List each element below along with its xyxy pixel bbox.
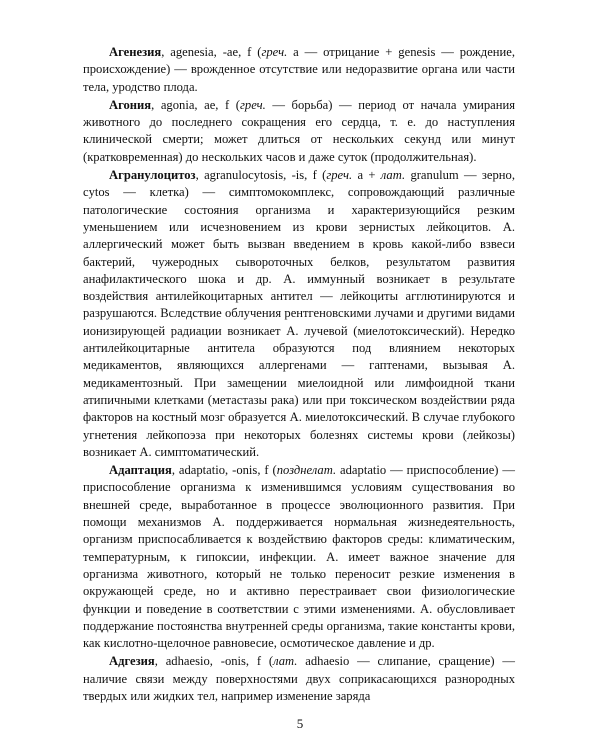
entry-adaptatio: Адаптация, adaptatio, -onis, f (позднелат. adaptatio — приспособление) — приспособление организма к изменившимся условиям существования во внешней среде, выработанное в процессе эволюционного развития. При помощи механизмов А. поддерживается нормальная жизнедеятельность, организм приспосабливается к воздействию факторов среды: климатическим, температурным, к гипоксии, инфекции. А. имеет важное значение для организма животного, который не только переносит резкие изменения в окружающей среде, но и активно перестраивает свои физиологические функции и поведение в соответствии с этими изменениями. А. обусловливает поддержание постоянства внутренней среды организма, такие константы крови, как кислотно-щелочное равновесие, осмотическое давление и др. xyxy=(83,463,515,651)
entry-agonia: Агония, agonia, ae, f (греч. — борьба) — период от начала умирания животного до последнего сокращения его сердца, т. е. до наступления клинической смерти; может длиться от нескольких секунд или минут (кратковременная) до нескольких часов и даже суток (продолжительная). xyxy=(83,97,515,164)
entry-term: Агенезия xyxy=(109,45,162,59)
entry-term: Адгезия xyxy=(109,654,155,669)
entry-term: Агранулоцитоз xyxy=(109,168,196,183)
entry-adhaesio: Адгезия, adhaesio, -onis, f (лат. adhaesio — слипание, сращение) — наличие связи между поверхностями двух соприкасающихся разнородных твердых или жидких тел, например изменение заряда xyxy=(83,654,515,703)
entry-agenesia: Агенезия, agenesia, -ae, f (греч. а — отрицание + genesis — рождение, происхождение) — врожденное отсутствие или недоразвитие органа или части тела, уродство плода. xyxy=(83,45,515,94)
entry-term: Адаптация xyxy=(109,463,172,478)
page-number: 5 xyxy=(296,716,304,731)
dictionary-text xyxy=(83,44,515,706)
entry-agranulocytosis: Агранулоцитоз, agranulocytosis, -is, f (греч. а + лат. granulum — зерно, cytos — клетка) — симптомокомплекс, сопровождающий различные патологические состояния организма и характеризующийся резким уменьшением или исчезновением из крови зернистых лейкоцитов. А. аллергический может быть вызван введением в кровь какой-либо взвеси бактерий, чужеродных сывороточных белков, результатом развития анафилактического шока и др. А. иммунный возникает в результате воздействия антилейкоцитарных антител — лейкоциты агглютинируются и разрушаются. Вследствие облучения рентгеновскими лучами и другими видами ионизирующей радиации возникает А. лучевой (миелотоксический). Нередко антилейкоцитарные антитела образуются под влиянием некоторых медикаментов, являющихся аллергенами — гаптенами, вызывая А. медикаментозный. При замещении миелоидной или лимфоидной ткани атипичными клетками (метастазы рака) или при токсическом воздействии ряда факторов на костный мозг образуется А. миелотоксический. В случае глубокого угнетения лейкопоэза при некоторых болезнях системы крови (лейкозы) возникает А. симптоматический. xyxy=(83,168,515,459)
entry-term: Агония xyxy=(109,97,152,112)
